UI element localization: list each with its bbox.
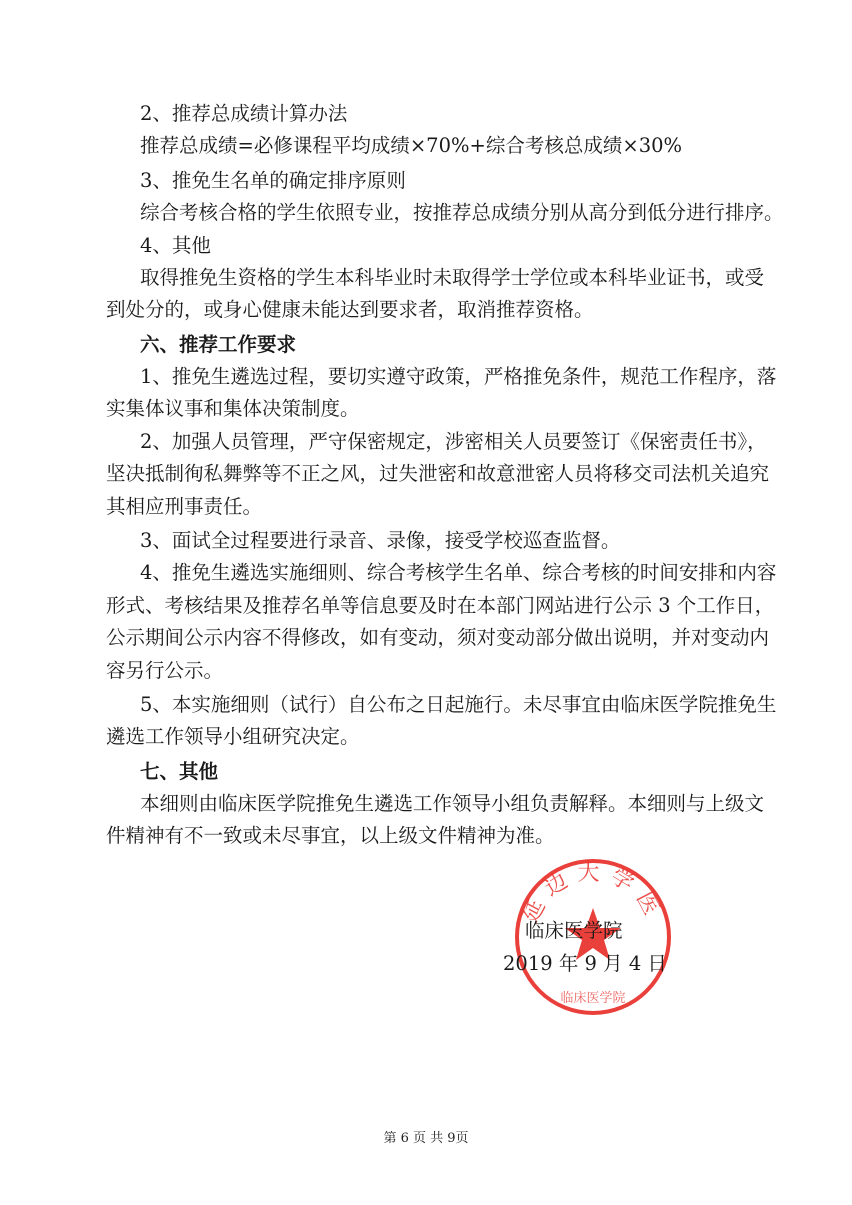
signature-date: 2019 年 9 月 4 日 <box>503 952 667 975</box>
svg-text:延边大学医: 延边大学医 <box>518 861 668 928</box>
doc-line: 公示期间公示内容不得修改，如有变动，须对变动部分做出说明，并对变动内 <box>106 626 770 649</box>
doc-line: 3、面试全过程要进行录音、录像，接受学校巡查监督。 <box>140 529 621 552</box>
doc-line: 到处分的，或身心健康未能达到要求者，取消推荐资格。 <box>106 298 594 321</box>
doc-line: 形式、考核结果及推荐名单等信息要及时在本部门网站进行公示 3 个工作日， <box>106 594 775 617</box>
doc-line: 综合考核合格的学生依照专业，按推荐总成绩分别从高分到低分进行排序。 <box>140 201 784 224</box>
doc-line: 容另行公示。 <box>106 659 224 682</box>
doc-line: 取得推免生资格的学生本科毕业时未取得学士学位或本科毕业证书，或受 <box>140 266 765 289</box>
section-heading: 七、其他 <box>140 760 219 783</box>
doc-line: 件精神有不一致或未尽事宜，以上级文件精神为准。 <box>106 824 555 847</box>
doc-line: 实集体议事和集体决策制度。 <box>106 397 360 420</box>
doc-line: 2、推荐总成绩计算办法 <box>140 102 348 125</box>
svg-text:临床医学院: 临床医学院 <box>560 991 626 1006</box>
doc-line: 推荐总成绩=必修课程平均成绩×70%+综合考核总成绩×30% <box>140 134 683 157</box>
doc-line: 4、推免生遴选实施细则、综合考核学生名单、综合考核的时间安排和内容 <box>140 561 777 584</box>
signature-org: 临床医学院 <box>525 919 623 942</box>
doc-line: 3、推免生名单的确定排序原则 <box>140 169 406 192</box>
doc-line: 本细则由临床医学院推免生遴选工作领导小组负责解释。本细则与上级文 <box>140 792 765 815</box>
section-heading: 六、推荐工作要求 <box>140 333 297 356</box>
doc-line: 2、加强人员管理，严守保密规定，涉密相关人员要签订《保密责任书》， <box>140 430 767 453</box>
page-footer: 第 6 页 共 9页 <box>383 1131 469 1146</box>
doc-line: 坚决抵制徇私舞弊等不正之风，过失泄密和故意泄密人员将移交司法机关追究 <box>106 462 770 485</box>
doc-line: 5、本实施细则（试行）自公布之日起施行。未尽事宜由临床医学院推免生 <box>140 693 777 716</box>
doc-line: 4、其他 <box>140 234 211 257</box>
doc-line: 1、推免生遴选过程，要切实遵守政策，严格推免条件，规范工作程序，落 <box>140 365 777 388</box>
doc-line: 遴选工作领导小组研究决定。 <box>106 725 360 748</box>
doc-line: 其相应刑事责任。 <box>106 495 263 518</box>
